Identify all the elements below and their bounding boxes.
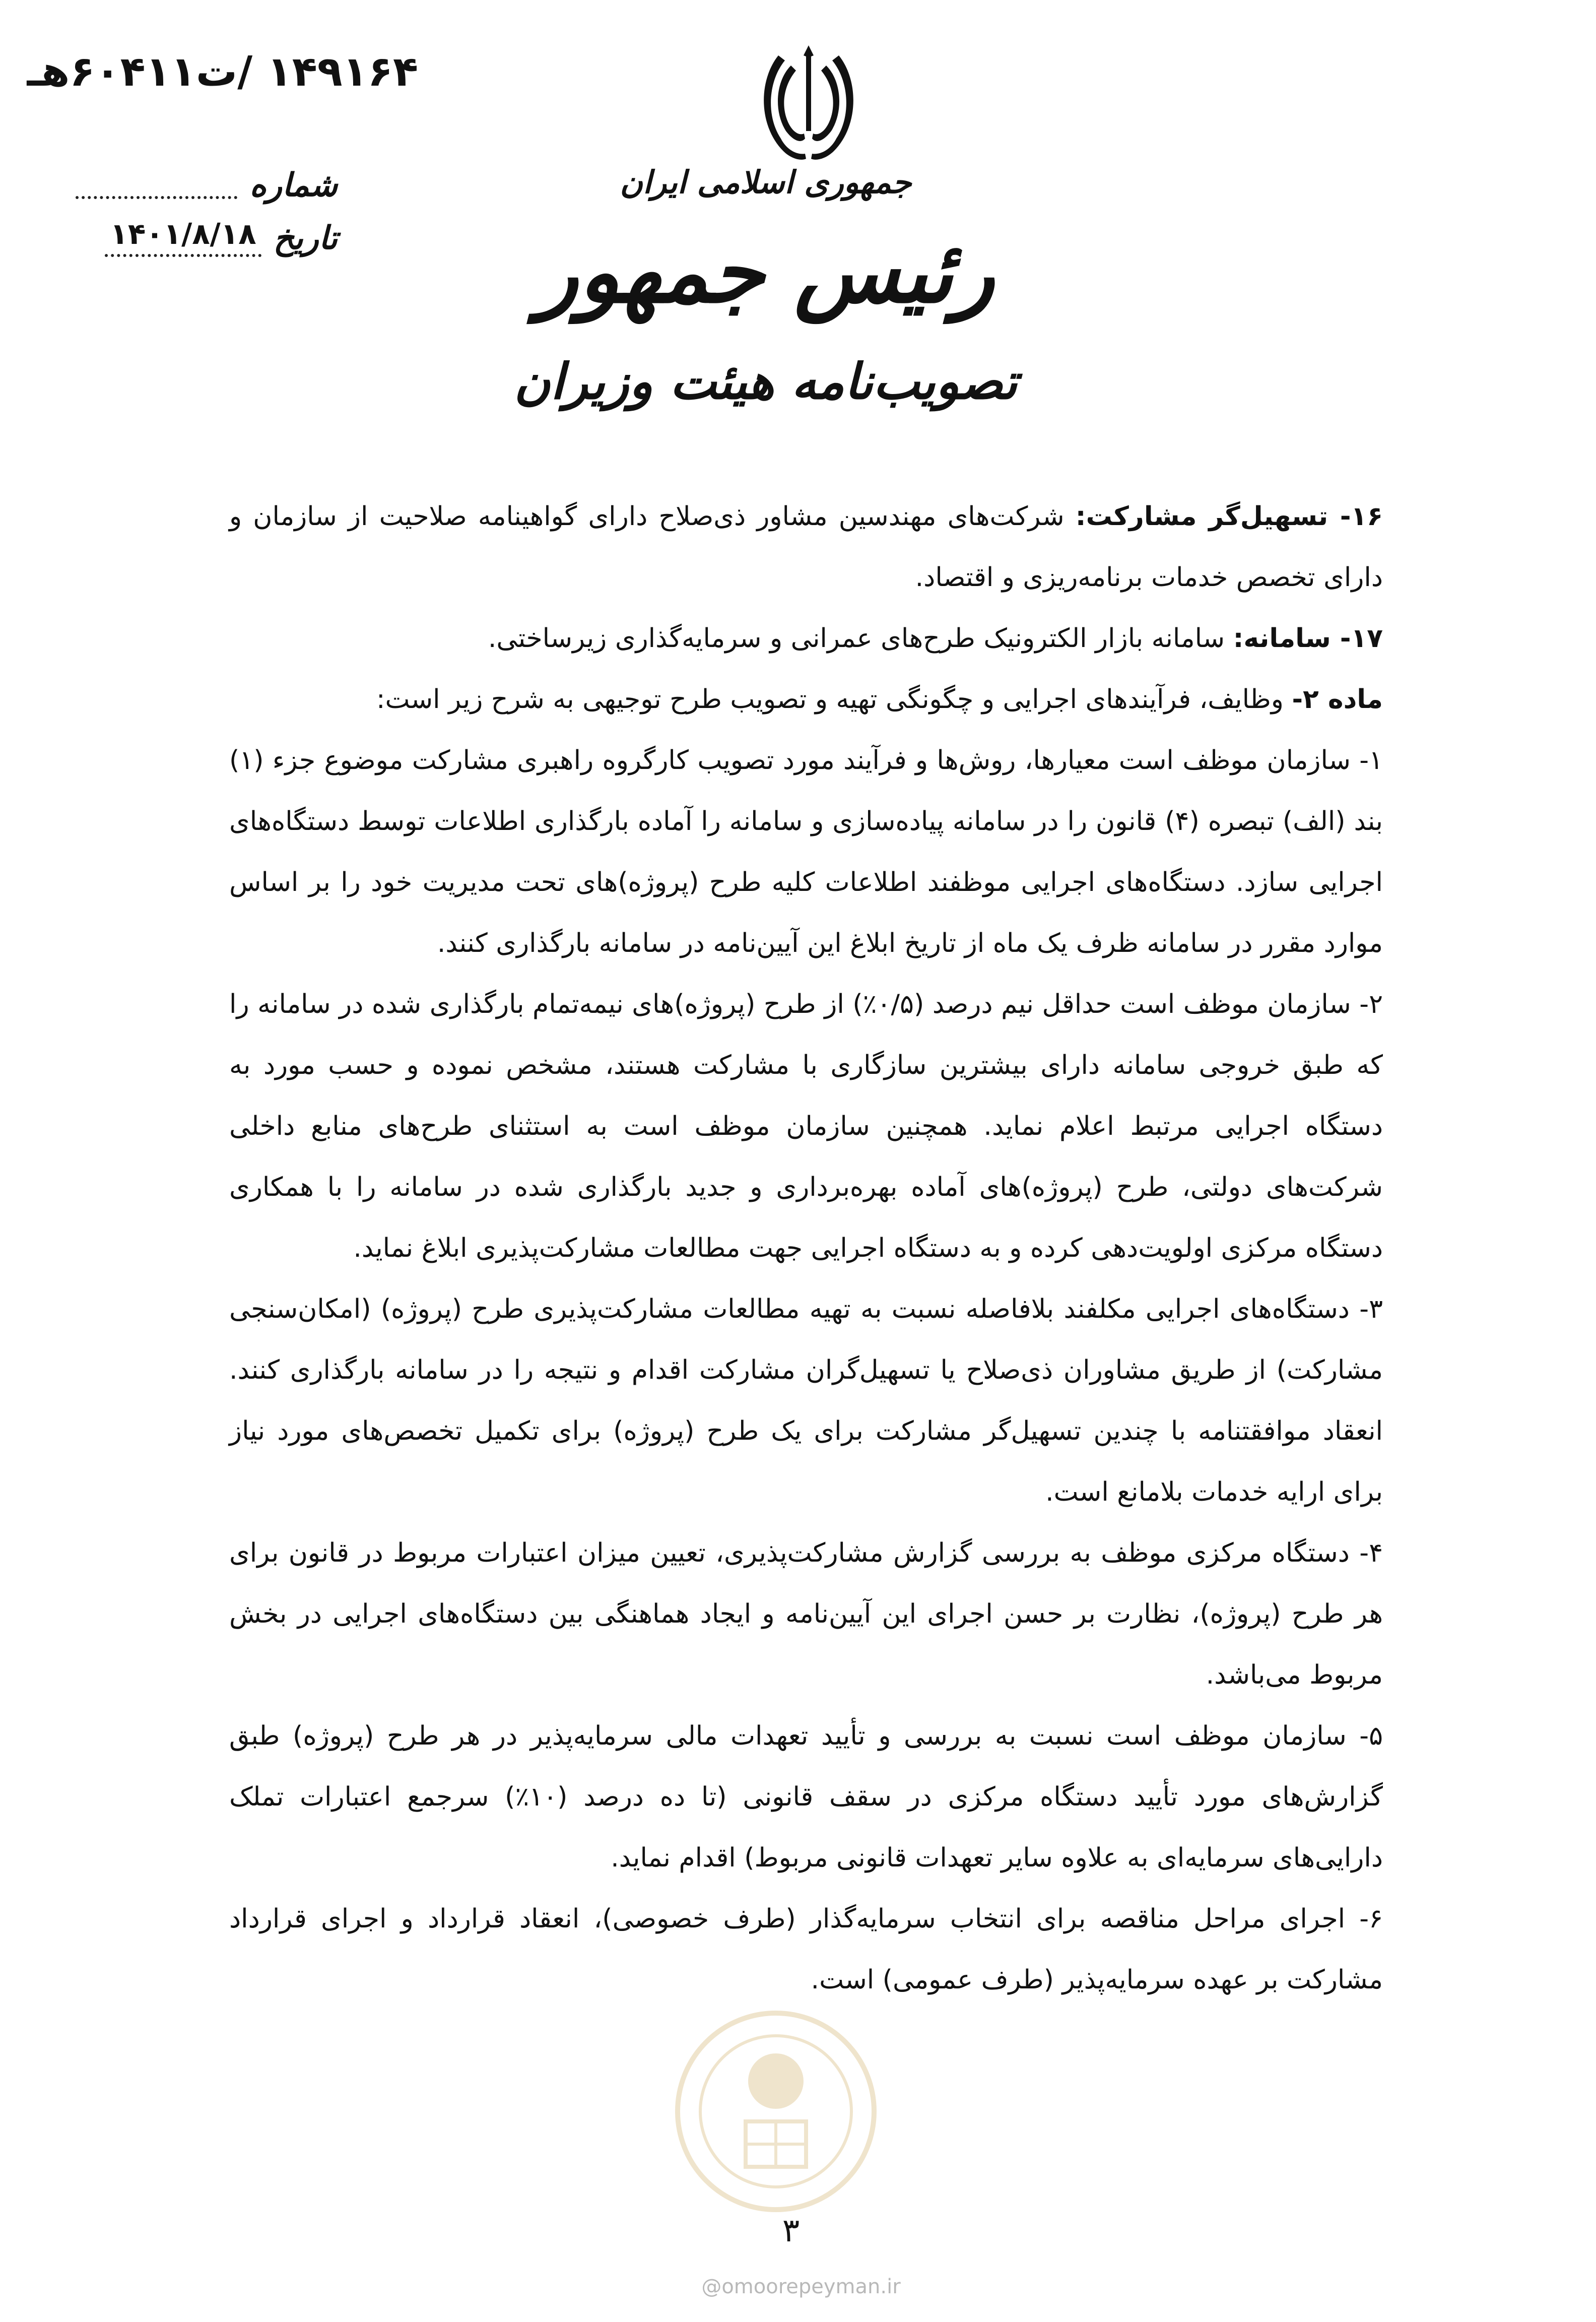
item-17 [229, 608, 1383, 669]
item-17-text: سامانه بازار الکترونیک طرح‌های عمرانی و سرمایه‌گذاری زیرساختی. [488, 623, 1233, 654]
page-number: ۳ [782, 2212, 800, 2249]
article-2 [229, 669, 1383, 730]
paragraph-4: ۴- دستگاه مرکزی موظف به بررسی گزارش مشارکت‌پذیری، تعیین میزان اعتبارات مربوط در قانون برای هر طرح (پروژه)، نظارت بر حسن اجرای این آیین‌نامه و ایجاد هماهنگی بین دستگاه‌های اجرایی در بخش مربوط می‌باشد. [229, 1538, 1383, 1690]
date-label: تاریخ [273, 219, 338, 257]
item-16-text: شرکت‌های مهندسین مشاور ذی‌صلاح دارای گواهینامه صلاحیت از سازمان و دارای تخصص خدمات برنامه‌ریزی و اقتصاد. [229, 501, 1383, 593]
item-16-heading: ۱۶- تسهیل‌گر مشارکت: [1075, 501, 1383, 532]
number-row [76, 166, 338, 204]
national-emblem-icon [756, 35, 861, 166]
paragraph-5: ۵- سازمان موظف است نسبت به بررسی و تأیید تعهدات مالی سرمایه‌پذیر در هر طرح (پروژه) طبق گزارش‌های مورد تأیید دستگاه مرکزی در سقف قانونی (تا ده درصد (۱۰٪) سرجمع اعتبارات تملک دارایی‌های سرمایه‌ای به علاوه سایر تعهدات قانونی مربوط) اقدام نماید. [229, 1721, 1383, 1873]
date-row [76, 217, 338, 257]
date-value: ۱۴۰۱/۸/۱۸ [105, 217, 261, 257]
paragraph-1: ۱- سازمان موظف است معیارها، روش‌ها و فرآیند مورد تصویب کارگروه راهبری مشارکت موضوع جزء (۱) بند (الف) تبصره (۴) قانون را در سامانه پیاده‌سازی و سامانه را آماده بارگذاری اطلاعات توسط دستگاه‌های اجرایی سازد. دستگاه‌های اجرایی موظفند اطلاعات کلیه طرح (پروژه)های تحت مدیریت خود را بر اساس موارد مقرر در سامانه ظرف یک ماه از تاریخ ابلاغ این آیین‌نامه در سامانه بارگذاری کنند. [229, 745, 1383, 958]
header-decree-title: تصویب‌نامه هیئت وزیران [514, 353, 1018, 411]
number-label: شماره [249, 166, 338, 204]
item-16 [229, 486, 1383, 608]
source-watermark: @omoorepeyman.ir [701, 2275, 901, 2298]
header-country: جمهوری اسلامی ایران [620, 164, 912, 201]
header-president: رئیس جمهور [537, 222, 995, 322]
reference-number: ۱۴۹۱۶۴ /ت۶۰۴۱۱هـ [27, 48, 418, 96]
document-body [229, 486, 1383, 2011]
watermark-stamp-icon [670, 2006, 882, 2217]
article-2-text: وظایف، فرآیندهای اجرایی و چگونگی تهیه و تصویب طرح توجیهی به شرح زیر است: [376, 684, 1292, 715]
article-2-heading: ماده ۲- [1292, 684, 1383, 715]
paragraph-6: ۶- اجرای مراحل مناقصه برای انتخاب سرمایه‌گذار (طرف خصوصی)، انعقاد قرارداد و اجرای قرارداد مشارکت بر عهده سرمایه‌پذیر (طرف عمومی) است. [229, 1904, 1383, 1995]
number-blank [76, 192, 237, 199]
paragraph-2: ۲- سازمان موظف است حداقل نیم درصد (۰/۵٪) از طرح (پروژه)های نیمه‌تمام بارگذاری شده در سامانه را که طبق خروجی سامانه دارای بیشترین سازگاری با مشارکت هستند، مشخص نموده و حسب مورد به دستگاه اجرایی مرتبط اعلام نماید. همچنین سازمان موظف است به استثنای طرح‌های منابع داخلی شرکت‌های دولتی، طرح (پروژه)های آماده بهره‌برداری و جدید بارگذاری شده در سامانه را با همکاری دستگاه مرکزی اولویت‌دهی کرده و به دستگاه اجرایی جهت مطالعات مشارکت‌پذیری ابلاغ نماید. [229, 989, 1383, 1263]
item-17-heading: ۱۷- سامانه: [1233, 623, 1383, 654]
paragraph-3: ۳- دستگاه‌های اجرایی مکلفند بلافاصله نسبت به تهیه مطالعات مشارکت‌پذیری طرح (پروژه) (امکان‌سنجی مشارکت) از طریق مشاوران ذی‌صلاح یا تسهیل‌گران مشارکت اقدام و نتیجه را در سامانه بارگذاری کنند. انعقاد موافقتنامه با چندین تسهیل‌گر مشارکت برای یک طرح (پروژه) برای تکمیل تخصص‌های مورد نیاز برای ارایه خدمات بلامانع است. [229, 1294, 1383, 1507]
